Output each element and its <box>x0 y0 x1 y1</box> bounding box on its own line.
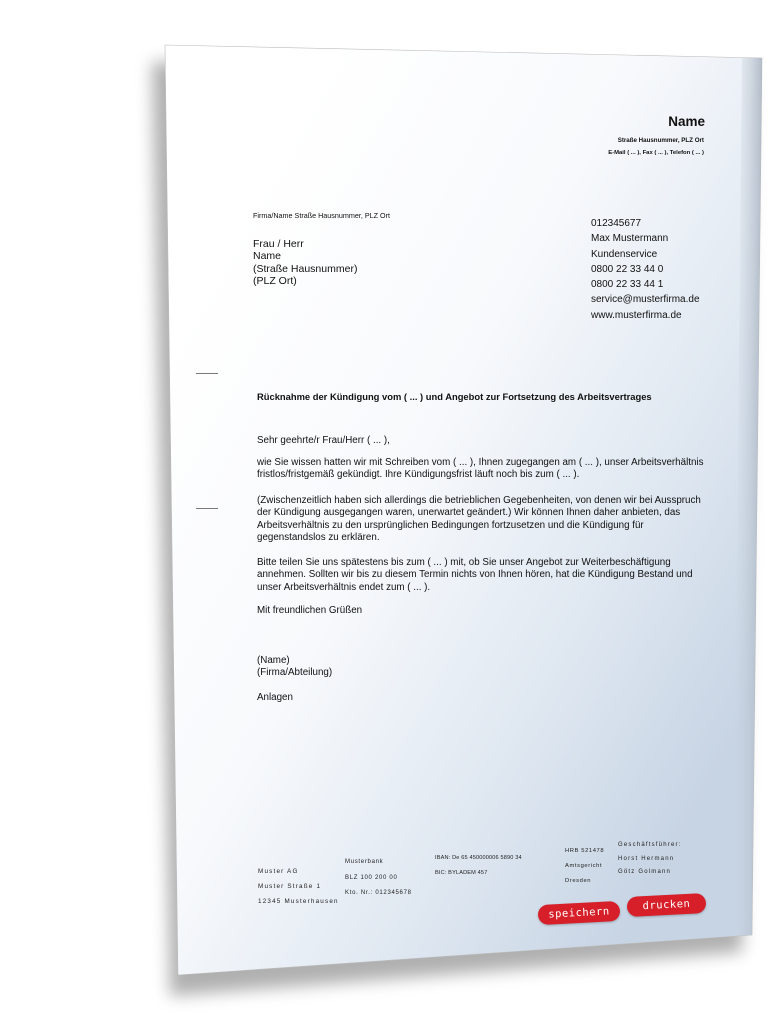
punch-hole-mark <box>196 508 218 509</box>
footer-line: IBAN: De 65 450000006 5890 34 <box>435 855 522 861</box>
footer-line: Horst Hermann <box>618 855 675 862</box>
footer-line: Musterbank <box>345 859 384 865</box>
paragraph-line: annehmen. Sollten wir bis zu diesem Termin nichts von Ihnen hören, hat die Kündigung Bestand und <box>257 569 693 581</box>
paragraph-line: fristlos/fristgemäß gekündigt. Ihre Kündigungsfrist läuft noch bis zum ( ... ). <box>257 469 580 481</box>
return-address-line: Firma/Name Straße Hausnummer, PLZ Ort <box>253 211 390 220</box>
signatory-department: (Firma/Abteilung) <box>257 667 333 679</box>
print-button[interactable]: drucken <box>627 893 707 917</box>
contact-info-block <box>591 216 700 323</box>
paragraph-line: gegenstandslos zu erklären. <box>257 531 380 543</box>
closing-greeting: Mit freundlichen Grüßen <box>257 605 363 616</box>
paragraph-line: Bitte teilen Sie uns spätestens bis zum ( ... ) mit, ob Sie unser Angebot zur Weiterbeschäftigung <box>257 557 671 568</box>
email-address: service@musterfirma.de <box>591 294 700 306</box>
signatory-name: (Name) <box>257 655 290 666</box>
reference-number: 012345677 <box>591 218 642 229</box>
website-url: www.musterfirma.de <box>591 309 682 321</box>
footer-line: BIC: BYLADEM 457 <box>435 870 488 876</box>
footer-line: 12345 Musterhausen <box>258 898 339 905</box>
footer-bank <box>345 855 412 902</box>
recipient-salutation: Frau / Herr <box>253 238 304 250</box>
footer-line: BLZ 100 200 00 <box>345 874 398 881</box>
contact-person: Max Mustermann <box>591 233 669 245</box>
department: Kundenservice <box>591 248 658 260</box>
sender-name: Name <box>668 114 705 129</box>
footer-line: Geschäftsführer: <box>618 842 682 848</box>
sender-address: Straße Hausnummer, PLZ Ort <box>617 137 704 144</box>
recipient-street: (Straße Hausnummer) <box>253 262 358 275</box>
paragraph-line: Arbeitsverhältnis zu den ursprünglichen Bedingungen fortzusetzen und die Kündigung für <box>257 519 644 531</box>
recipient-city: (PLZ Ort) <box>253 275 297 288</box>
paragraph-line: (Zwischenzeitlich haben sich allerdings die betrieblichen Gegebenheiten, von denen wir bei Ausspruch <box>257 495 701 506</box>
fax-number: 0800 22 33 44 1 <box>591 279 664 291</box>
recipient-name: Name <box>253 250 282 263</box>
subject-line: Rücknahme der Kündigung vom ( ... ) und Angebot zur Fortsetzung des Arbeitsvertrages <box>257 391 652 402</box>
signature-block <box>257 655 332 680</box>
footer-line: Muster Straße 1 <box>258 883 322 890</box>
body-paragraph <box>257 495 701 544</box>
footer-line: HRB 521478 <box>565 848 605 854</box>
footer-line: Götz Golmann <box>618 869 672 875</box>
footer-iban <box>435 851 522 881</box>
body-paragraph <box>257 457 704 482</box>
paragraph-line: wie Sie wissen hatten wir mit Schreiben vom ( ... ), Ihnen zugegangen am ( ... ), unser Arbeitsverhältnis <box>257 457 704 468</box>
footer-line: Amtsgericht <box>565 863 603 869</box>
enclosures-label: Anlagen <box>257 692 293 703</box>
body-paragraph <box>257 557 693 594</box>
sender-contact: E-Mail ( ... ), Fax ( ... ), Telefon ( ... ) <box>608 150 704 156</box>
footer-line: Muster AG <box>258 868 299 875</box>
save-button[interactable]: speichern <box>538 901 621 925</box>
footer-line: Dresden <box>565 878 592 884</box>
fold-mark <box>196 373 218 374</box>
footer-line: Kto. Nr.: 012345678 <box>345 890 412 896</box>
footer-company <box>258 864 339 909</box>
footer-register <box>565 844 604 889</box>
paragraph-line: unser Arbeitsverhältnis endet zum ( ... ). <box>257 581 431 593</box>
recipient-address <box>253 238 357 288</box>
salutation: Sehr geehrte/r Frau/Herr ( ... ), <box>257 435 390 446</box>
paragraph-line: der Kündigung ausgegangen waren, unerwartet geändert.) Wir können Ihnen daher anbieten, das <box>257 507 681 519</box>
footer-management <box>618 839 682 880</box>
phone-number: 0800 22 33 44 0 <box>591 263 664 275</box>
